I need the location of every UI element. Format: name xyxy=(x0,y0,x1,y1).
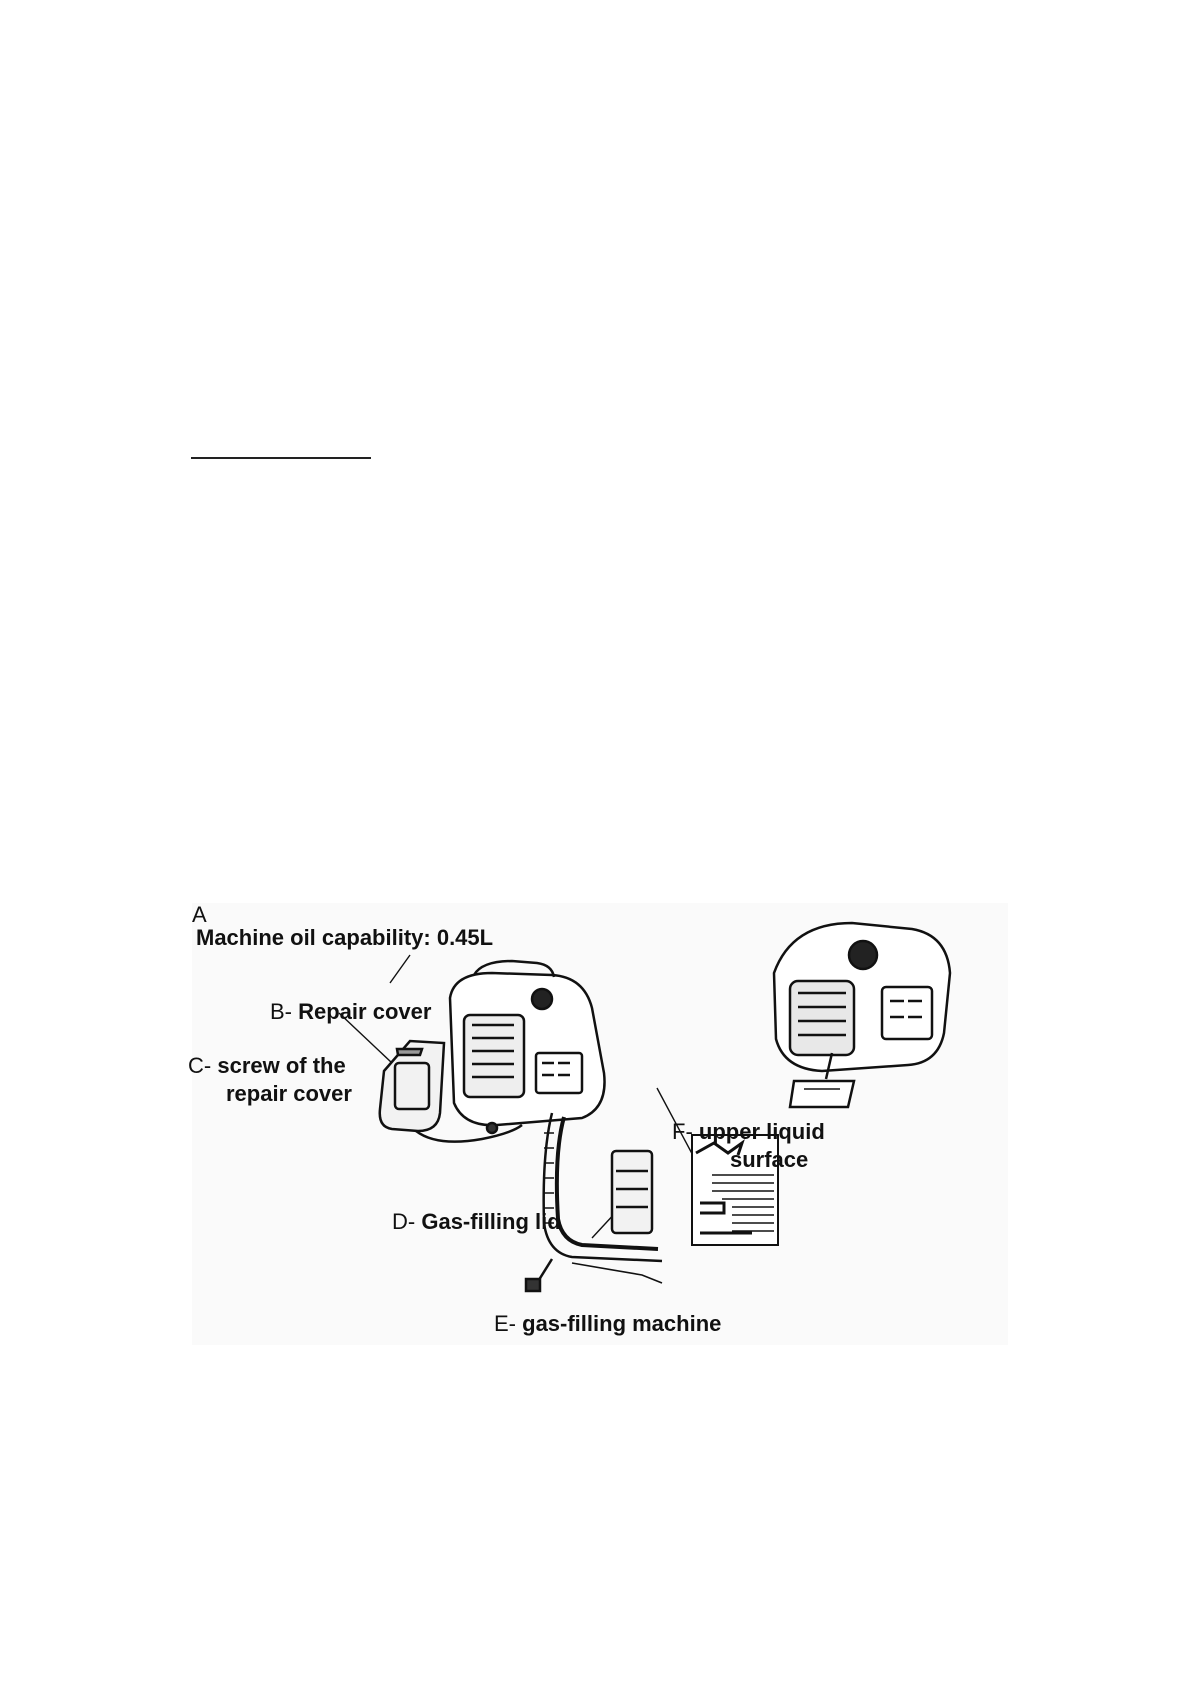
generator-open-cover-icon xyxy=(380,961,605,1142)
label-c-prefix: C- xyxy=(188,1053,212,1078)
label-d-text: Gas-filling lid xyxy=(421,1209,561,1234)
illustration-drawing xyxy=(192,903,1008,1345)
label-c-line2: repair cover xyxy=(226,1081,352,1106)
label-f-line1: upper liquid xyxy=(698,1119,825,1144)
oil-fill-closeup-icon xyxy=(526,1113,662,1291)
section-underline xyxy=(191,457,371,459)
label-e-text: gas-filling machine xyxy=(522,1311,722,1336)
label-f-line2: surface xyxy=(730,1147,809,1172)
generator-tilted-draining-icon xyxy=(774,923,950,1107)
label-b xyxy=(270,999,431,1025)
label-b-prefix: B- xyxy=(270,999,292,1024)
label-f-prefix: F- xyxy=(672,1119,693,1144)
label-c-line1: screw of the xyxy=(217,1053,346,1078)
label-c xyxy=(188,1053,346,1079)
label-d-prefix: D- xyxy=(392,1209,416,1234)
label-d xyxy=(392,1209,561,1235)
label-f xyxy=(672,1119,825,1145)
panel-letter: A xyxy=(192,902,207,927)
oil-capacity-label: Machine oil capability: 0.45L xyxy=(196,925,494,950)
label-b-text: Repair cover xyxy=(298,999,432,1024)
label-e-prefix: E- xyxy=(494,1311,516,1336)
label-e xyxy=(494,1311,721,1337)
oil-fill-figure xyxy=(188,902,1008,1345)
